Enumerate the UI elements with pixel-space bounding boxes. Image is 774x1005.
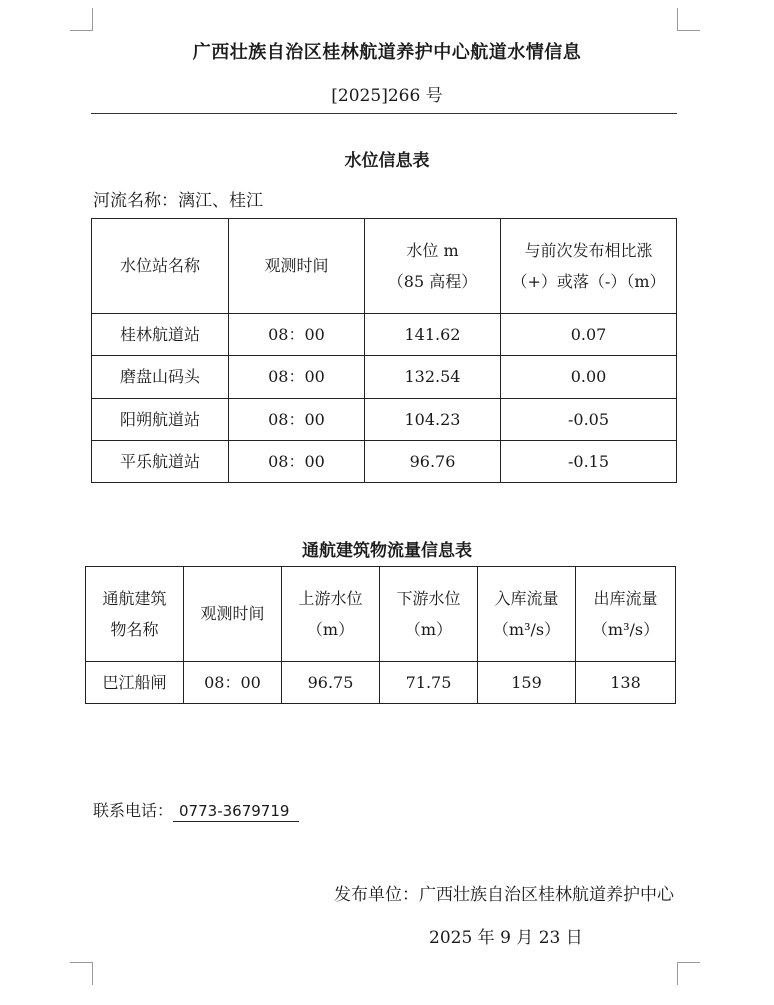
water-level-table	[91, 218, 677, 483]
contact-label: 联系电话：	[93, 801, 174, 820]
page-corner-mark	[677, 8, 700, 31]
column-header: 入库流量 （m³/s）	[478, 567, 576, 662]
table-row	[86, 662, 676, 704]
observation-time: 08：00	[229, 441, 365, 483]
observation-time: 08：00	[229, 399, 365, 441]
downstream-level-value: 71.75	[380, 662, 478, 704]
table-header-row	[92, 219, 677, 314]
structure-name: 巴江船闸	[86, 662, 184, 704]
page-corner-mark	[70, 8, 93, 31]
level-change-value: 0.07	[501, 314, 677, 356]
column-header: 水位 m （85 高程）	[365, 219, 501, 314]
table-row	[92, 356, 677, 399]
column-header: 水位站名称	[92, 219, 229, 314]
observation-time: 08：00	[229, 356, 365, 399]
station-name: 阳朔航道站	[92, 399, 229, 441]
document-number: [2025]266 号	[331, 86, 443, 106]
station-name: 桂林航道站	[92, 314, 229, 356]
column-header: 通航建筑 物名称	[86, 567, 184, 662]
page-corner-mark	[677, 962, 700, 985]
column-header: 出库流量 （m³/s）	[576, 567, 676, 662]
table-header-row	[86, 567, 676, 662]
column-header: 上游水位 （m）	[282, 567, 380, 662]
water-level-value: 141.62	[365, 314, 501, 356]
observation-time: 08：00	[184, 662, 282, 704]
level-change-value: -0.05	[501, 399, 677, 441]
publisher-line: 发布单位：广西壮族自治区桂林航道养护中心	[334, 885, 674, 905]
outflow-value: 138	[576, 662, 676, 704]
table-row	[92, 441, 677, 483]
level-change-value: -0.15	[501, 441, 677, 483]
contact-line	[93, 798, 299, 822]
flow-table	[85, 566, 676, 704]
level-change-value: 0.00	[501, 356, 677, 399]
observation-time: 08：00	[229, 314, 365, 356]
header-divider	[91, 113, 677, 114]
water-level-value: 96.76	[365, 441, 501, 483]
water-level-section-title: 水位信息表	[344, 151, 430, 171]
upstream-level-value: 96.75	[282, 662, 380, 704]
table-row	[92, 399, 677, 441]
document-title: 广西壮族自治区桂林航道养护中心航道水情信息	[192, 42, 582, 63]
flow-section-title: 通航建筑物流量信息表	[302, 541, 472, 561]
column-header: 下游水位 （m）	[380, 567, 478, 662]
column-header: 观测时间	[229, 219, 365, 314]
station-name: 平乐航道站	[92, 441, 229, 483]
page-corner-mark	[70, 962, 93, 985]
table-row	[92, 314, 677, 356]
river-name-label: 河流名称：漓江、桂江	[93, 191, 263, 211]
publish-date: 2025 年 9 月 23 日	[429, 928, 583, 948]
station-name: 磨盘山码头	[92, 356, 229, 399]
water-level-value: 132.54	[365, 356, 501, 399]
phone-number: 0773-3679719	[173, 801, 299, 822]
water-level-value: 104.23	[365, 399, 501, 441]
column-header: 与前次发布相比涨 （+）或落（-）（m）	[501, 219, 677, 314]
column-header: 观测时间	[184, 567, 282, 662]
inflow-value: 159	[478, 662, 576, 704]
